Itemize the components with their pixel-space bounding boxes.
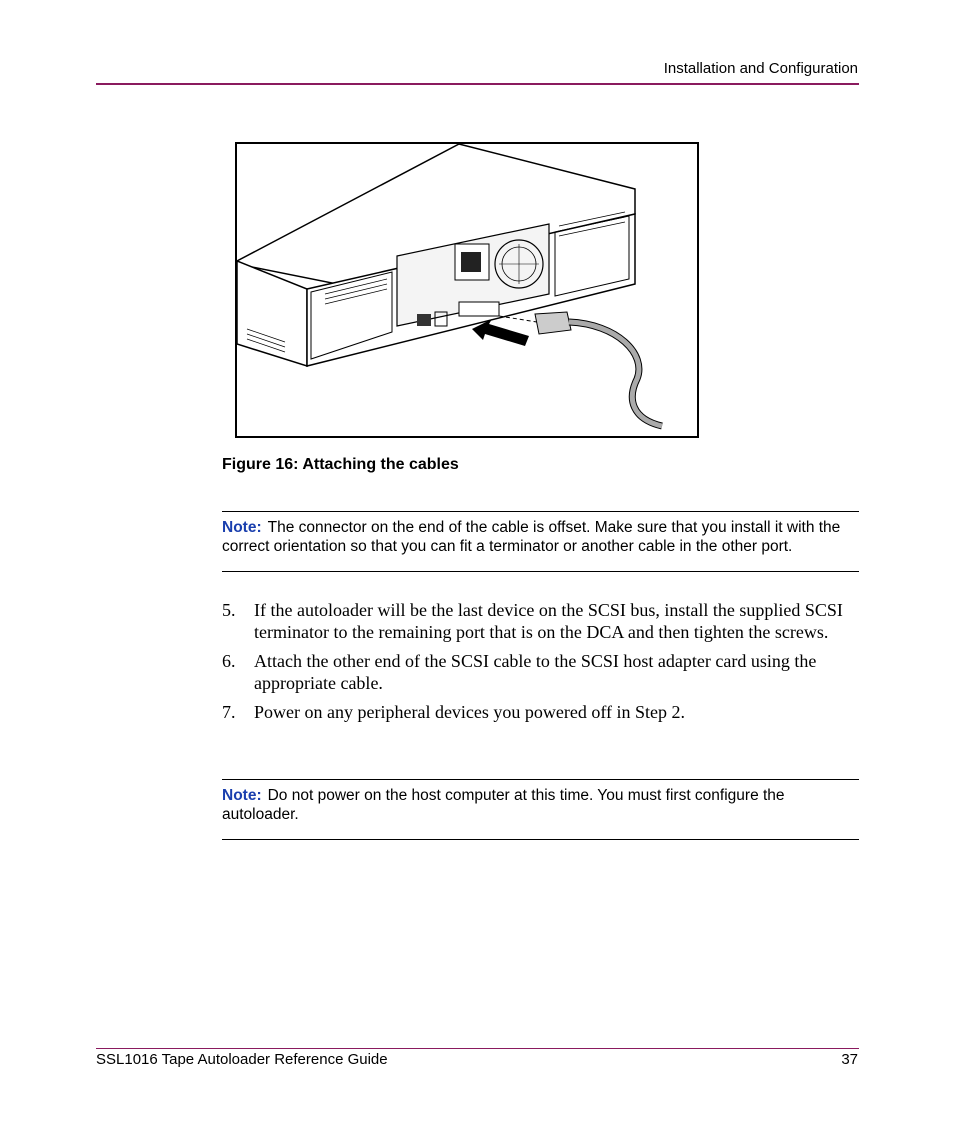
footer-doc-title: SSL1016 Tape Autoloader Reference Guide xyxy=(96,1051,388,1068)
figure-illustration xyxy=(235,142,699,438)
note-label: Note: xyxy=(222,519,262,536)
step-text: Power on any peripheral devices you powered off in Step 2. xyxy=(254,702,686,722)
figure-caption: Figure 16: Attaching the cables xyxy=(222,456,459,473)
footer-rule xyxy=(96,1048,859,1049)
list-item xyxy=(222,702,862,724)
step-number: 7. xyxy=(222,702,236,722)
step-number: 6. xyxy=(222,651,236,671)
running-header: Installation and Configuration xyxy=(663,60,858,77)
step-text: Attach the other end of the SCSI cable to the SCSI host adapter card using the appropriate cable. xyxy=(254,651,817,693)
step-list xyxy=(222,600,862,732)
note-text: Do not power on the host computer at this time. You must first configure the autoloader. xyxy=(222,787,785,823)
step-text: If the autoloader will be the last device on the SCSI bus, install the supplied SCSI terminator to the remaining port that is on the DCA and then tighten the screws. xyxy=(254,600,843,642)
step-number: 5. xyxy=(222,600,236,620)
list-item xyxy=(222,651,862,694)
note-box xyxy=(222,779,859,840)
autoloader-rear-illustration xyxy=(237,144,697,436)
note-text: The connector on the end of the cable is offset. Make sure that you install it with the correct orientation so that you can fit a terminator or another cable in the other port. xyxy=(222,519,841,555)
list-item xyxy=(222,600,862,643)
page-number: 37 xyxy=(841,1051,858,1068)
header-rule xyxy=(96,83,859,85)
note-label: Note: xyxy=(222,787,262,804)
note-box xyxy=(222,511,859,572)
